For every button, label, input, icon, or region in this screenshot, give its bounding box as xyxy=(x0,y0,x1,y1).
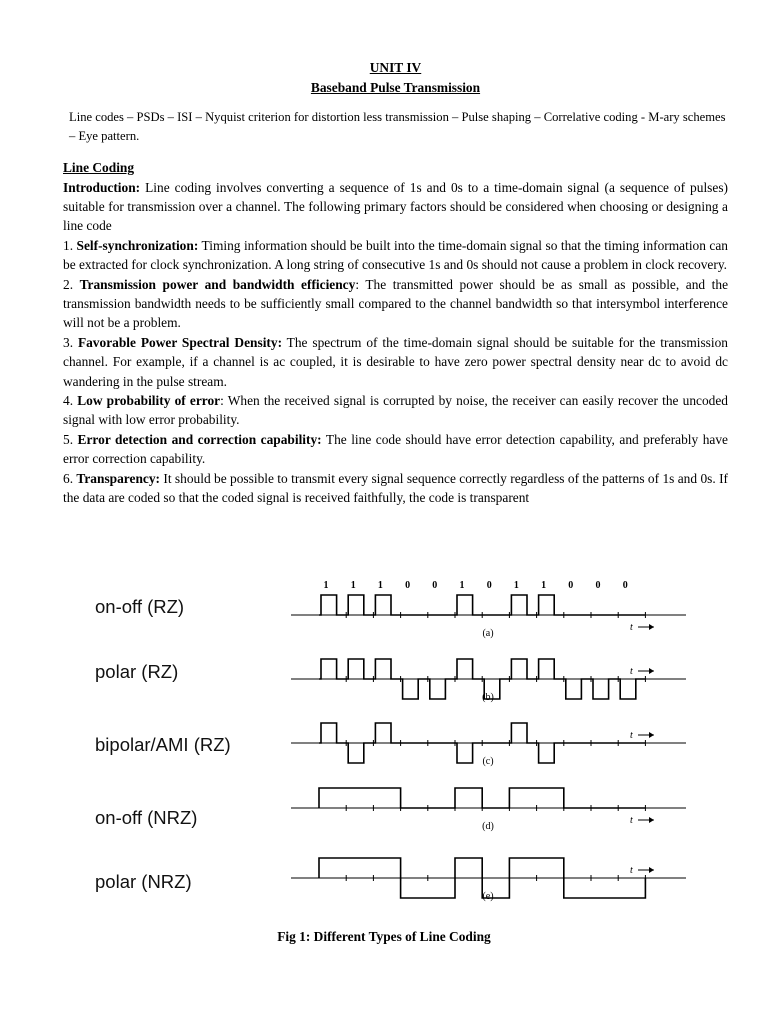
intro-label: Introduction: xyxy=(63,179,141,195)
bit-label: 0 xyxy=(568,580,574,591)
item-label: Error detection and correction capability: xyxy=(77,431,322,447)
diagram-sublabel: (e) xyxy=(482,891,494,902)
item-text: It should be possible to transmit every signal sequence correctly regardless of the patterns of 1s and 0s. If the data are coded so that the coded signal is received faithfully, the code is transparent xyxy=(63,470,728,506)
section-heading: Line Coding xyxy=(63,160,135,176)
item-text: The line code should have error detection capability, and preferably have error correction capability. xyxy=(63,431,728,467)
time-arrow-head xyxy=(649,817,654,823)
time-label: t xyxy=(630,865,633,876)
item-number: 1. xyxy=(63,237,77,253)
item-number: 3. xyxy=(63,334,78,350)
unit-title: UNIT IV xyxy=(369,60,422,75)
diagram-sublabel: (a) xyxy=(482,628,494,639)
diagram-sublabel: (d) xyxy=(482,821,494,832)
diagram-sublabel: (b) xyxy=(482,692,494,703)
topics-list: Line codes – PSDs – ISI – Nyquist criterion for distortion less transmission – Pulse shaping – Correlative coding - M-ary schemes – Eye pattern. xyxy=(69,110,726,143)
intro-paragraph xyxy=(63,178,728,236)
item-text: : The transmitted power should be as small as possible, and the transmission bandwidth needs to be sufficiently small compared to the channel bandwidth so that intersymbol interference will not be a problem. xyxy=(63,276,729,331)
chapter-title: Baseband Pulse Transmission xyxy=(310,80,481,95)
document-page xyxy=(63,58,728,508)
item-text: : When the received signal is corrupted by noise, the receiver can easily recover the uncoded signal with low error probability. xyxy=(63,393,728,428)
item-number: 4. xyxy=(63,393,78,409)
signal-label-polar-rz: polar (RZ) xyxy=(95,661,179,682)
item-label: Low probability of error xyxy=(77,393,221,409)
bit-label: 1 xyxy=(541,580,547,591)
bit-label: 0 xyxy=(432,580,438,591)
bit-label: 0 xyxy=(486,580,492,591)
bit-label: 1 xyxy=(350,580,356,591)
figure-caption: Fig 1: Different Types of Line Coding xyxy=(277,929,491,944)
item-label: Transparency: xyxy=(76,470,160,486)
item-label: Favorable Power Spectral Density: xyxy=(77,334,283,350)
item-label: Self-synchronization: xyxy=(76,237,199,253)
waveform-trace xyxy=(319,788,645,808)
signal-label-bipolar-ami-rz: bipolar/AMI (RZ) xyxy=(95,734,231,755)
line-coding-figure xyxy=(88,572,698,924)
time-arrow-head xyxy=(649,668,654,674)
item-text: Timing information should be built into the time-domain signal so that the timing information can be extracted for clock synchronization. A long string of consecutive 1s and 0s should not cause a problem in clock recovery. xyxy=(63,237,728,273)
factor-item xyxy=(63,275,728,333)
factor-item xyxy=(63,430,728,469)
time-label: t xyxy=(630,622,633,633)
bit-label: 1 xyxy=(459,580,465,591)
signal-label-onoff-nrz: on-off (NRZ) xyxy=(95,807,198,828)
bit-label: 0 xyxy=(595,580,601,591)
intro-text: Line coding involves converting a sequence of 1s and 0s to a time-domain signal (a sequence of pulses) suitable for transmission over a channel. The following primary factors should be considered when choosing or designing a line code xyxy=(63,179,728,234)
factor-item xyxy=(63,333,728,391)
bit-label: 0 xyxy=(405,580,411,591)
signal-label-onoff-rz: on-off (RZ) xyxy=(95,596,185,617)
time-arrow-head xyxy=(649,867,654,873)
time-arrow-head xyxy=(649,624,654,630)
item-number: 5. xyxy=(63,431,78,447)
bit-label: 1 xyxy=(323,580,329,591)
factor-item xyxy=(63,469,728,508)
item-number: 2. xyxy=(63,276,80,292)
bit-label: 0 xyxy=(622,580,628,591)
item-text: The spectrum of the time-domain signal should be suitable for the transmission channel. For example, if a channel is ac coupled, it is desirable to have zero power spectral density near dc to avoid dc wandering in the pulse stream. xyxy=(63,334,728,389)
signal-label-polar-nrz: polar (NRZ) xyxy=(95,871,192,892)
time-label: t xyxy=(630,666,633,677)
factor-item xyxy=(63,236,728,275)
bit-label: 1 xyxy=(513,580,519,591)
bit-label: 1 xyxy=(377,580,383,591)
time-label: t xyxy=(630,815,633,826)
factor-item xyxy=(63,391,728,430)
item-number: 6. xyxy=(63,470,77,486)
diagram-sublabel: (c) xyxy=(482,756,494,767)
time-label: t xyxy=(630,730,633,741)
time-arrow-head xyxy=(649,732,654,738)
item-label: Transmission power and bandwidth efficiency xyxy=(79,276,356,292)
waveform-diagram xyxy=(88,572,698,924)
